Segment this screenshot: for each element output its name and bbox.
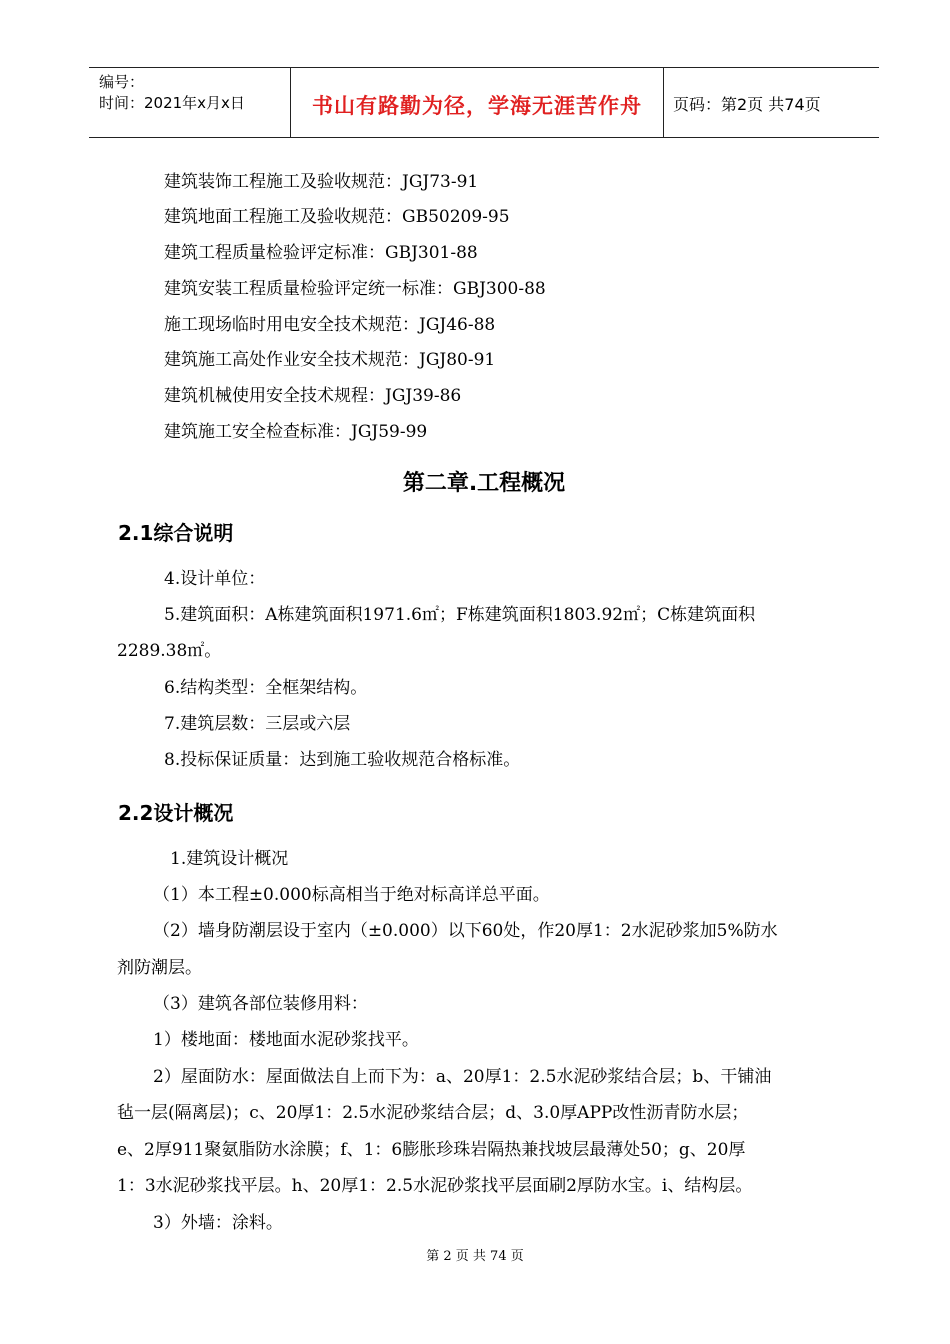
paragraph-line: 剂防潮层。 [117,958,202,978]
standard-line: 建筑机械使用安全技术规程：JGJ39-86 [164,386,462,406]
paragraph-line: 1）楼地面：楼地面水泥砂浆找平。 [153,1030,419,1050]
header-divider [663,68,664,137]
paragraph-line: （3）建筑各部位装修用料： [153,994,368,1014]
paragraph-line: （1）本工程±0.000标高相当于绝对标高详总平面。 [153,885,550,905]
chapter-title: 第二章.工程概况 [402,471,566,496]
standard-line: 建筑工程质量检验评定标准：GBJ301-88 [164,243,478,263]
time-label: 时间：2021年x月x日 [99,94,245,112]
paragraph-line: 8.投标保证质量：达到施工验收规范合格标准。 [164,750,521,770]
header-motto: 书山有路勤为径，学海无涯苦作舟 [312,94,642,118]
page-footer: 第 2 页 共 74 页 [426,1249,524,1264]
paragraph-line: （2）墙身防潮层设于室内（±0.000）以下60处，作20厚1：2水泥砂浆加5%防水 [153,921,778,941]
paragraph-line: 3）外墙：涂料。 [153,1213,283,1233]
paragraph-line: 5.建筑面积：A栋建筑面积1971.6㎡；F栋建筑面积1803.92㎡；C栋建筑面积 [164,605,756,625]
paragraph-line: 7.建筑层数：三层或六层 [164,714,351,734]
paragraph-line: 1：3水泥砂浆找平层。h、20厚1：2.5水泥砂浆找平层面刷2厚防水宝。i、结构层。 [117,1176,753,1196]
standard-line: 建筑装饰工程施工及验收规范：JGJ73-91 [164,172,479,192]
header-meta [99,72,245,114]
standard-line: 建筑地面工程施工及验收规范：GB50209-95 [164,207,510,227]
paragraph-line: 2289.38㎡。 [117,641,222,661]
standard-line: 建筑施工安全检查标准：JGJ59-99 [164,422,428,442]
standard-line: 建筑安装工程质量检验评定统一标准：GBJ300-88 [164,279,546,299]
page-header [89,67,879,138]
paragraph-line: 4.设计单位： [164,569,266,589]
paragraph-line: 2）屋面防水：屋面做法自上而下为：a、20厚1：2.5水泥砂浆结合层；b、干铺油 [153,1067,772,1087]
paragraph-line: 1.建筑设计概况 [170,849,289,869]
paragraph-line: e、2厚911聚氨脂防水涂膜；f、1：6膨胀珍珠岩隔热兼找坡层最薄处50；g、20厚 [117,1140,746,1160]
header-page-label: 页码：第2页 共74页 [673,95,821,114]
section-heading: 2.2设计概况 [118,801,234,825]
number-label: 编号： [99,73,145,91]
standard-line: 建筑施工高处作业安全技术规范：JGJ80-91 [164,350,496,370]
paragraph-line: 毡一层(隔离层)；c、20厚1：2.5水泥砂浆结合层；d、3.0厚APP改性沥青防水层； [117,1103,749,1123]
section-heading: 2.1综合说明 [118,521,234,545]
paragraph-line: 6.结构类型：全框架结构。 [164,678,368,698]
standard-line: 施工现场临时用电安全技术规范：JGJ46-88 [164,315,496,335]
